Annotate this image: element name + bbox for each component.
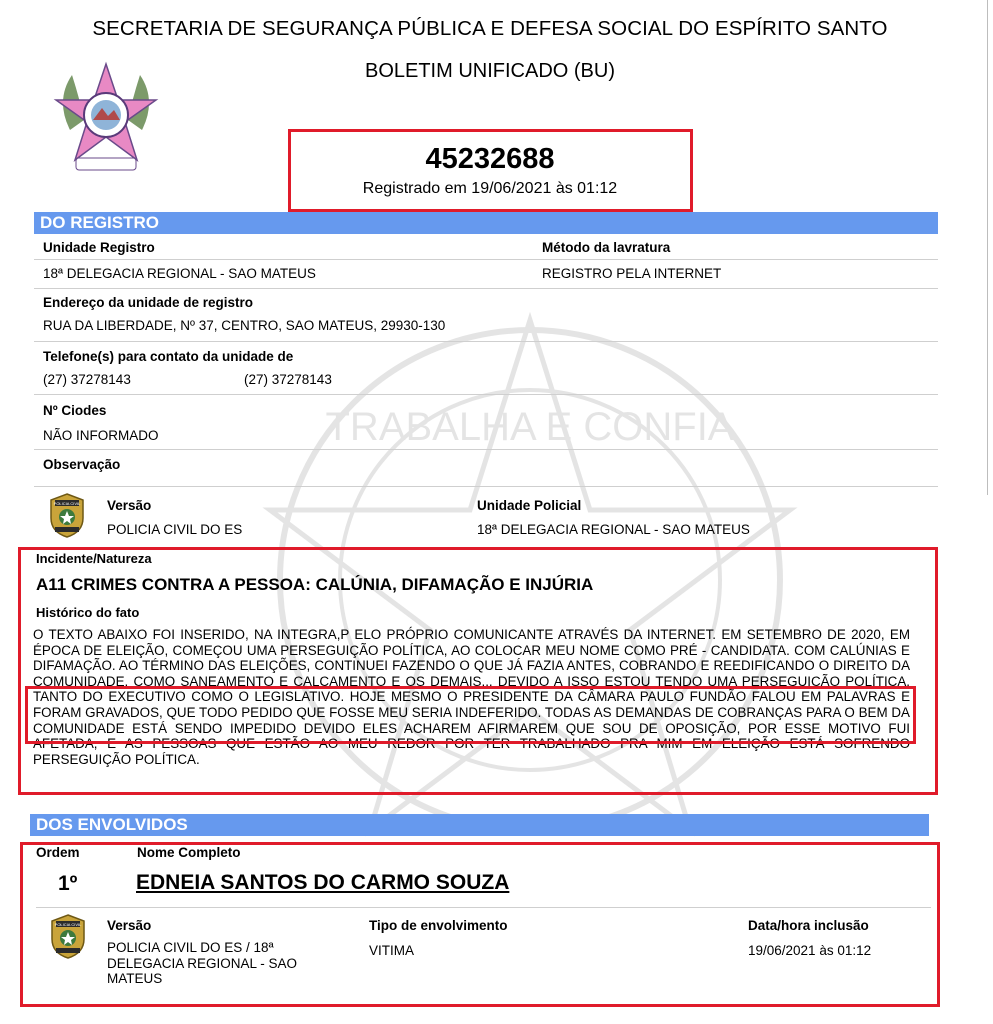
- data-inclusao-value: 19/06/2021 às 01:12: [748, 943, 872, 958]
- telefone-label: Telefone(s) para contato da unidade de: [43, 349, 294, 364]
- unidade-registro-value: 18ª DELEGACIA REGIONAL - SAO MATEUS: [43, 266, 316, 281]
- telefone-1-value: (27) 37278143: [43, 372, 131, 387]
- incidente-natureza-label: Incidente/Natureza: [36, 551, 152, 566]
- ordem-value: 1º: [58, 872, 78, 895]
- section-header-do-registro: DO REGISTRO: [34, 212, 938, 234]
- divider: [34, 288, 938, 289]
- policia-civil-badge-icon: [48, 913, 88, 959]
- unidade-registro-label: Unidade Registro: [43, 240, 155, 255]
- registration-date: Registrado em 19/06/2021 às 01:12: [362, 180, 618, 197]
- historico-label: Histórico do fato: [36, 605, 140, 620]
- historico-text: O TEXTO ABAIXO FOI INSERIDO, NA INTEGRA,P ELO PRÓPRIO COMUNICANTE ATRAVÉS DA INTERNET. EM SETEMBRO DE 2020, EM ÉPOCA DE ELEIÇÃO, COMEÇOU UMA PERSEGUIÇÃO POLÍTICA, AO COLOCAR MEU NOME COMO PRÉ - CANDIDATA. COM CALÚNIAS E DIFAMAÇÃO. AO TÉRMINO DAS ELEIÇÕES, CONTINUEI FAZENDO O QUE JÁ FAZIA ANTES, COBRANDO E REEDIFICANDO O DIREITO DA COMUNIDADE, COMO SANEAMENTO E CALÇAMENTO E OS DEMAIS... DEVIDO A ISSO ESTOU TENDO UMA PERSEGUIÇÃO POLÍTICA. TANTO DO EXECUTIVO COMO O LEGISLATIVO. HOJE MESMO O PRESIDENTE DA CÂMARA PAULO FUNDÃO FALOU EM PALAVRAS E FORAM GRAVADOS, QUE TODO PEDIDO QUE FOSSE MEU SERIA INDEFERIDO. TODAS AS DEMANDAS DE COBRANÇAS PARA O BEM DA COMUNIDADE ESTÁ SENDO IMPEDIDO DEVIDO ELES ACHAREM AFIRMAREM QUE SOU DE OPOSIÇÃO, POR ESSE MOTIVO FUI AFETADA, E AS PESSOAS QUE ESTÃO AO MEU REDOR POR TER TRABALHADO PRA MIM EM ELEIÇÃO ESTÁ SOFRENDO PERSEGUIÇÃO POLÍTICA.: [33, 627, 910, 767]
- versao-label: Versão: [107, 498, 152, 513]
- badge-lettering: POLICIA CIVIL: [53, 501, 81, 506]
- nome-completo-label: Nome Completo: [137, 845, 241, 860]
- policia-civil-badge-icon: [47, 492, 87, 538]
- data-inclusao-label: Data/hora inclusão: [748, 918, 869, 933]
- unidade-policial-label: Unidade Policial: [477, 498, 582, 513]
- divider: [34, 259, 938, 260]
- historico-highlight-box: [25, 686, 916, 744]
- endereco-label: Endereço da unidade de registro: [43, 295, 254, 310]
- tipo-envolvimento-value: VITIMA: [369, 943, 415, 958]
- page-edge-divider: [987, 0, 988, 495]
- versao-value: POLICIA CIVIL DO ES: [107, 522, 243, 537]
- metodo-lavratura-value: REGISTRO PELA INTERNET: [542, 266, 722, 281]
- tipo-envolvimento-label: Tipo de envolvimento: [369, 918, 508, 933]
- divider: [36, 907, 931, 908]
- envolvido-versao-value: POLICIA CIVIL DO ES / 18ª DELEGACIA REGIONAL - SAO MATEUS: [107, 940, 298, 986]
- endereco-value: RUA DA LIBERDADE, Nº 37, CENTRO, SAO MATEUS, 29930-130: [43, 318, 446, 333]
- bu-number: 45232688: [425, 143, 555, 175]
- agency-title: SECRETARIA DE SEGURANÇA PÚBLICA E DEFESA SOCIAL DO ESPÍRITO SANTO: [92, 17, 888, 40]
- ciodes-value: NÃO INFORMADO: [43, 428, 159, 443]
- divider: [34, 449, 938, 450]
- state-coat-of-arms-icon: [50, 60, 162, 178]
- divider: [34, 341, 938, 342]
- badge-lettering: POLICIA CIVIL: [54, 922, 82, 927]
- telefone-2-value: (27) 37278143: [244, 372, 332, 387]
- watermark-motto: TRABALHA E CONFIA: [325, 405, 735, 449]
- person-name: EDNEIA SANTOS DO CARMO SOUZA: [136, 871, 510, 894]
- incidente-natureza-value: A11 CRIMES CONTRA A PESSOA: CALÚNIA, DIFAMAÇÃO E INJÚRIA: [36, 575, 594, 594]
- divider: [34, 486, 938, 487]
- divider: [34, 394, 938, 395]
- document-title: BOLETIM UNIFICADO (BU): [364, 60, 615, 82]
- envolvido-versao-label: Versão: [107, 918, 152, 933]
- ordem-label: Ordem: [36, 845, 80, 860]
- ciodes-label: Nº Ciodes: [43, 403, 107, 418]
- metodo-lavratura-label: Método da lavratura: [542, 240, 671, 255]
- section-header-dos-envolvidos: DOS ENVOLVIDOS: [30, 814, 929, 836]
- observacao-label: Observação: [43, 457, 121, 472]
- unidade-policial-value: 18ª DELEGACIA REGIONAL - SAO MATEUS: [477, 522, 750, 537]
